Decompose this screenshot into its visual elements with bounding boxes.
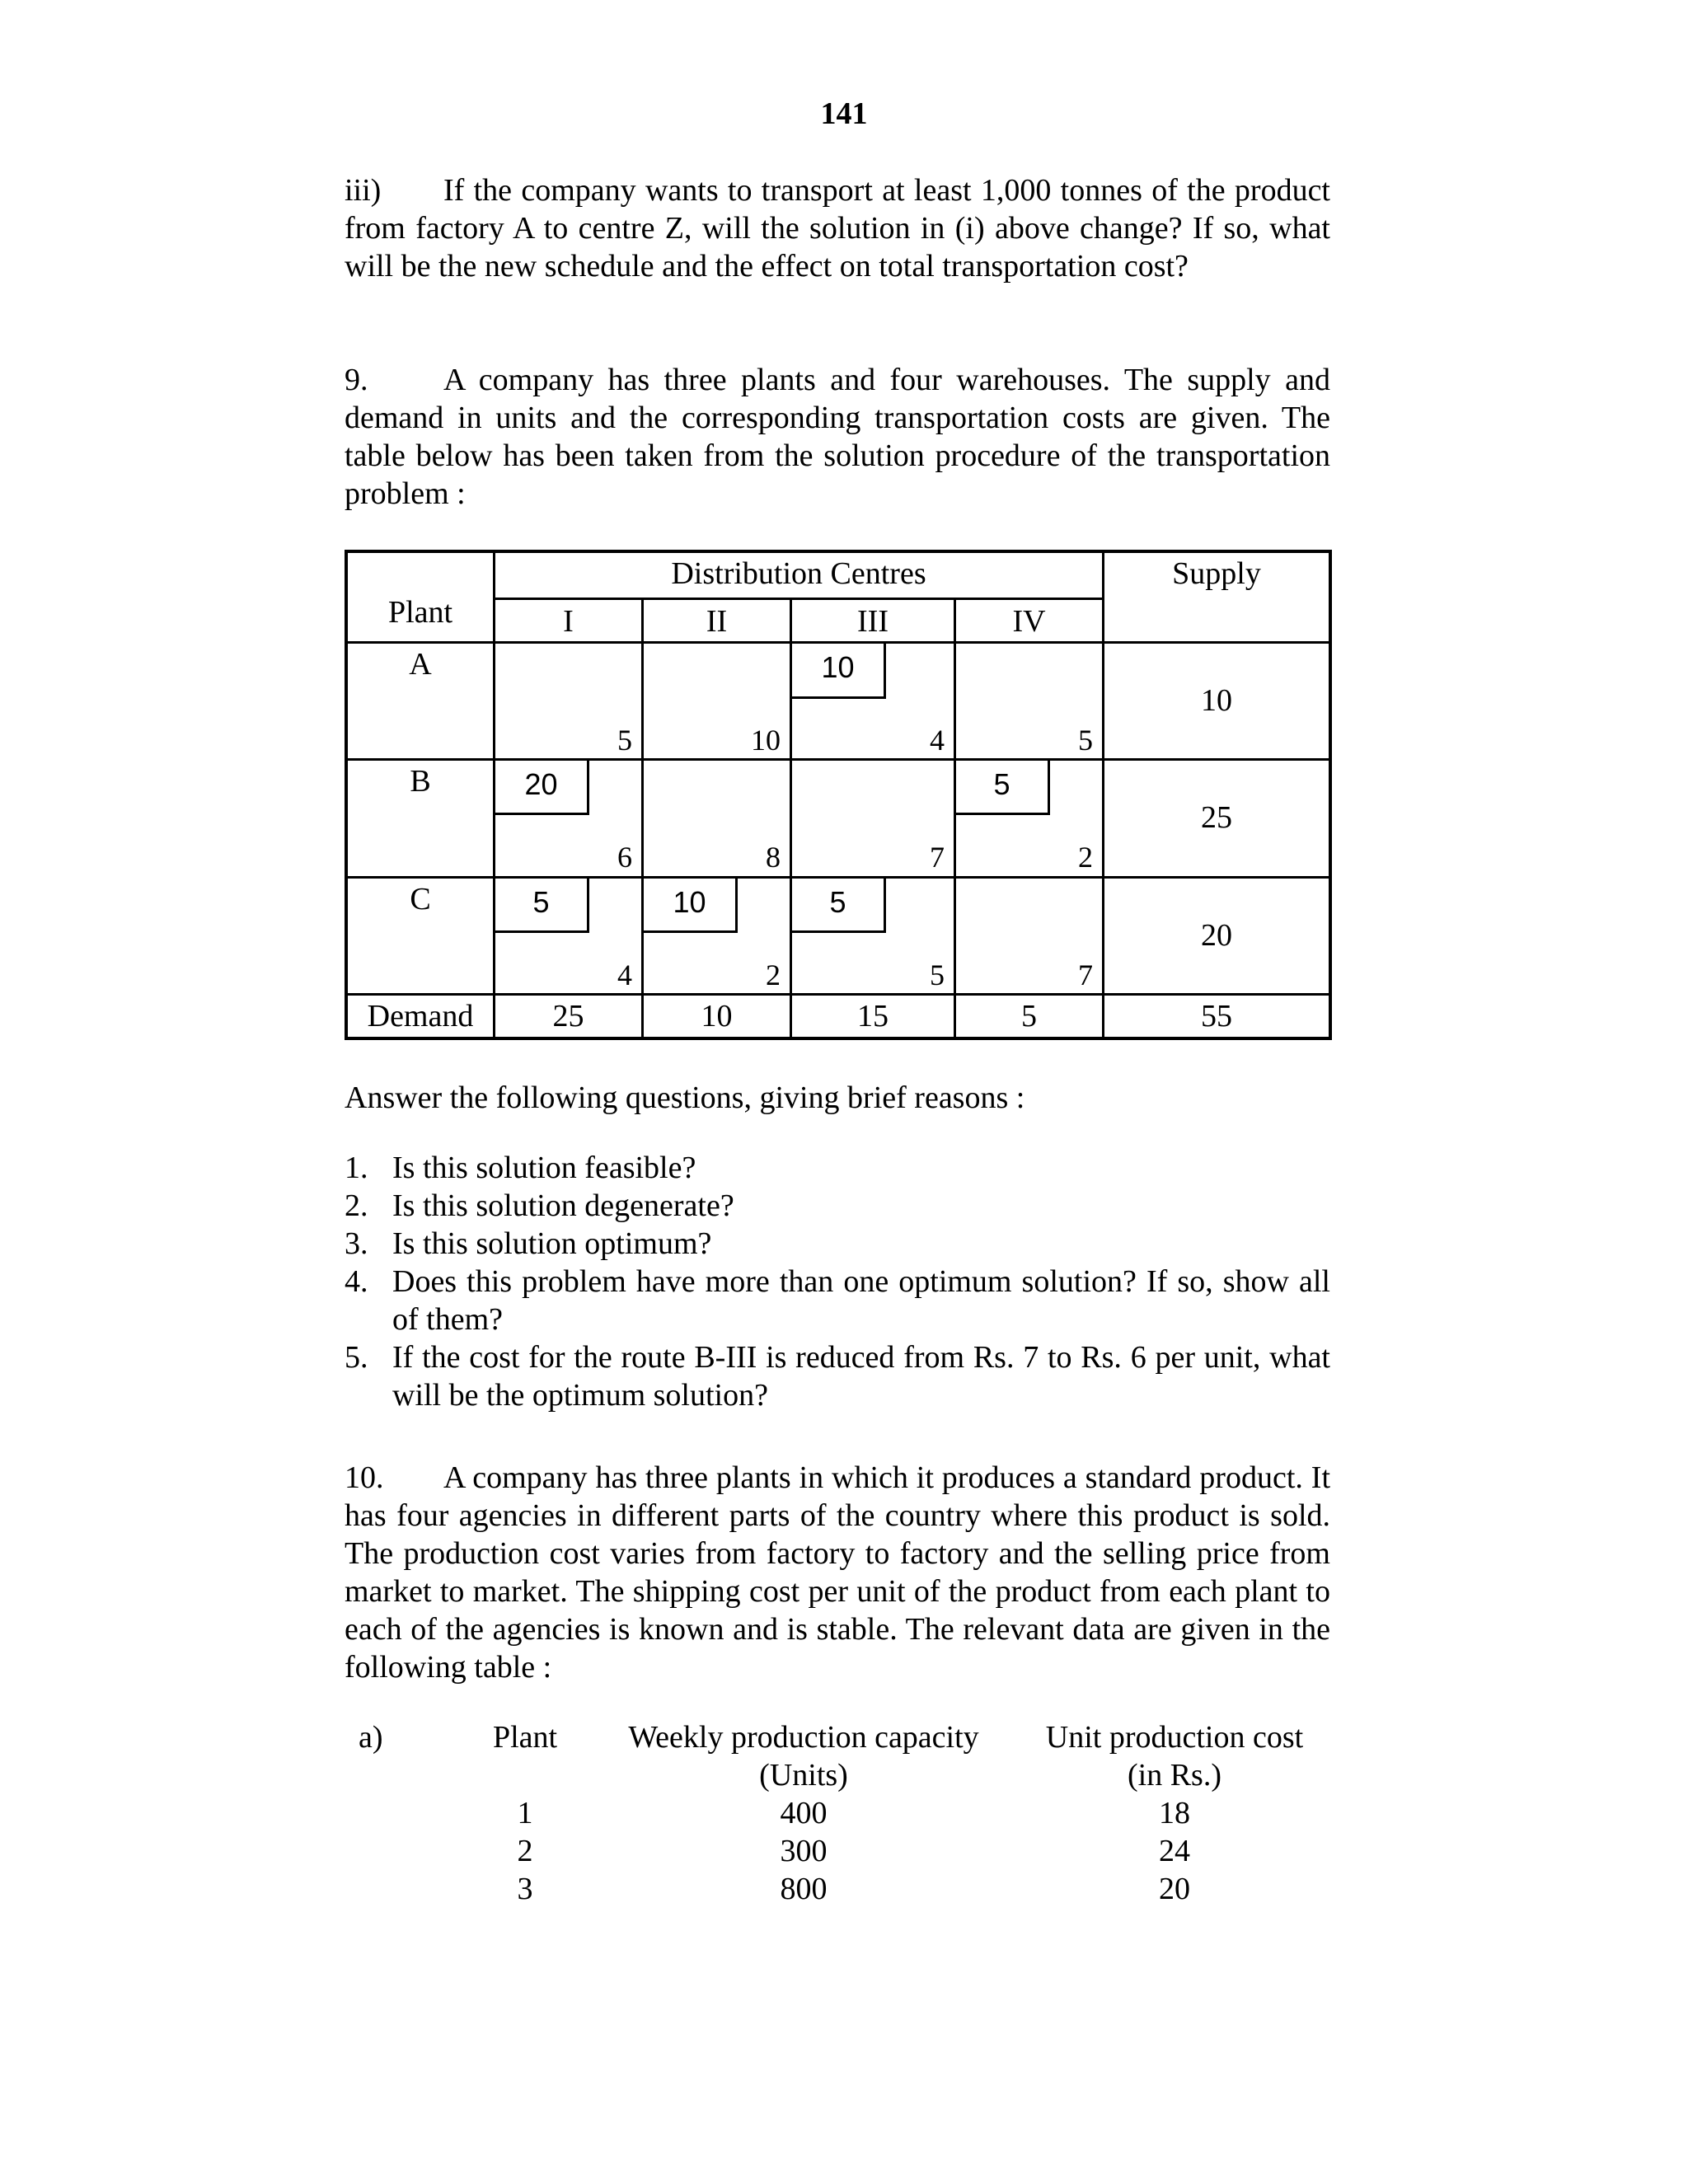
plant-header: Plant	[387, 595, 453, 630]
cost-column-header	[1018, 1718, 1331, 1794]
supply-a: 10	[1201, 683, 1232, 718]
cost-c-ii: 2	[766, 958, 781, 991]
table-cell-plant-1: 1	[517, 1796, 533, 1830]
allocation-a-iii: 10	[792, 644, 886, 699]
cost-a-iii: 4	[930, 724, 945, 757]
capacity-header-line1: Weekly production capacity	[628, 1720, 979, 1755]
demand-i: 25	[552, 999, 584, 1033]
table-cell-plant-3: 3	[517, 1872, 533, 1906]
capacity-column-header	[606, 1718, 1001, 1794]
plant-label-a: A	[409, 647, 432, 682]
question-number: 3.	[345, 1226, 368, 1261]
table-cell-capacity-2: 300	[780, 1834, 828, 1868]
allocation-c-i: 5	[495, 879, 589, 933]
question-number: 5.	[345, 1340, 368, 1375]
cost-b-ii: 8	[766, 841, 781, 874]
allocation-b-i: 20	[495, 761, 589, 815]
cost-a-i: 5	[617, 724, 632, 757]
problem-9-text: A company has three plants and four warehouses. The supply and demand in units and the corresponding transportation costs are given. The table below has been taken from the solution procedure of the transportation problem :	[345, 363, 1330, 511]
table-label-a: a)	[359, 1720, 383, 1755]
question-text: Is this solution feasible?	[392, 1151, 696, 1185]
allocation-b-iv: 5	[956, 761, 1050, 815]
page-number: 141	[820, 96, 868, 131]
question-text: Does this problem have more than one optimum solution? If so, show all of them?	[392, 1264, 1330, 1337]
plant-label-b: B	[410, 764, 431, 799]
question-number: 4.	[345, 1264, 368, 1299]
cost-b-i: 6	[617, 841, 632, 874]
table-cell-cost-2: 24	[1159, 1834, 1190, 1868]
problem-9-label: 9.	[345, 363, 368, 397]
supply-c: 20	[1201, 918, 1232, 953]
paragraph-iii-label: iii)	[345, 173, 382, 208]
cost-b-iii: 7	[930, 841, 945, 874]
table-cell-capacity-3: 800	[780, 1872, 828, 1906]
allocation-c-ii: 10	[644, 879, 738, 933]
cost-c-i: 4	[617, 958, 632, 991]
paragraph-iii-text: If the company wants to transport at least 1,000 tonnes of the product from factory A to centre Z, will the solution in (i) above change? If so, what will be the new schedule and the effect on total transportation cost?	[345, 173, 1330, 284]
problem-10-label: 10.	[345, 1460, 384, 1495]
demand-label: Demand	[367, 999, 474, 1033]
supply-b: 25	[1201, 800, 1232, 835]
cost-c-iii: 5	[930, 958, 945, 991]
table-cell-capacity-1: 400	[780, 1796, 828, 1830]
column-header-i: I	[563, 604, 574, 639]
problem-10-text: A company has three plants in which it produces a standard product. It has four agencies in different parts of the country where this product is sold. The production cost varies from factory to factory and the selling price from market to market. The shipping cost per unit of the product from each plant to each of the agencies is known and is stable. The relevant data are given in the following table :	[345, 1460, 1330, 1685]
table-cell-plant-2: 2	[517, 1834, 533, 1868]
demand-ii: 10	[701, 999, 733, 1033]
cost-header-line2: (in Rs.)	[1128, 1758, 1221, 1793]
cost-c-iv: 7	[1078, 958, 1093, 991]
demand-iii: 15	[857, 999, 889, 1033]
total-supply-demand: 55	[1201, 999, 1232, 1033]
plant-column-header: Plant	[492, 1720, 558, 1755]
question-number: 2.	[345, 1188, 368, 1223]
plant-label-c: C	[410, 882, 431, 916]
column-header-ii: II	[706, 604, 728, 639]
table-cell-cost-3: 20	[1159, 1872, 1190, 1906]
demand-iv: 5	[1021, 999, 1037, 1033]
capacity-header-line2: (Units)	[759, 1758, 848, 1793]
allocation-c-iii: 5	[792, 879, 886, 933]
cost-header-line1: Unit production cost	[1045, 1720, 1304, 1755]
question-text: Is this solution optimum?	[392, 1226, 712, 1261]
cost-a-iv: 5	[1078, 724, 1093, 757]
distribution-centres-header: Distribution Centres	[671, 556, 926, 591]
question-number: 1.	[345, 1151, 368, 1185]
column-header-iii: III	[857, 604, 889, 639]
cost-a-ii: 10	[751, 724, 781, 757]
column-header-iv: IV	[1012, 604, 1046, 639]
question-text: Is this solution degenerate?	[392, 1188, 734, 1223]
table-cell-cost-1: 18	[1159, 1796, 1190, 1830]
question-text: If the cost for the route B-III is reduced from Rs. 7 to Rs. 6 per unit, what will be the optimum solution?	[392, 1340, 1330, 1413]
cost-b-iv: 2	[1078, 841, 1093, 874]
answer-intro: Answer the following questions, giving brief reasons :	[345, 1080, 1025, 1115]
supply-header: Supply	[1172, 556, 1261, 591]
